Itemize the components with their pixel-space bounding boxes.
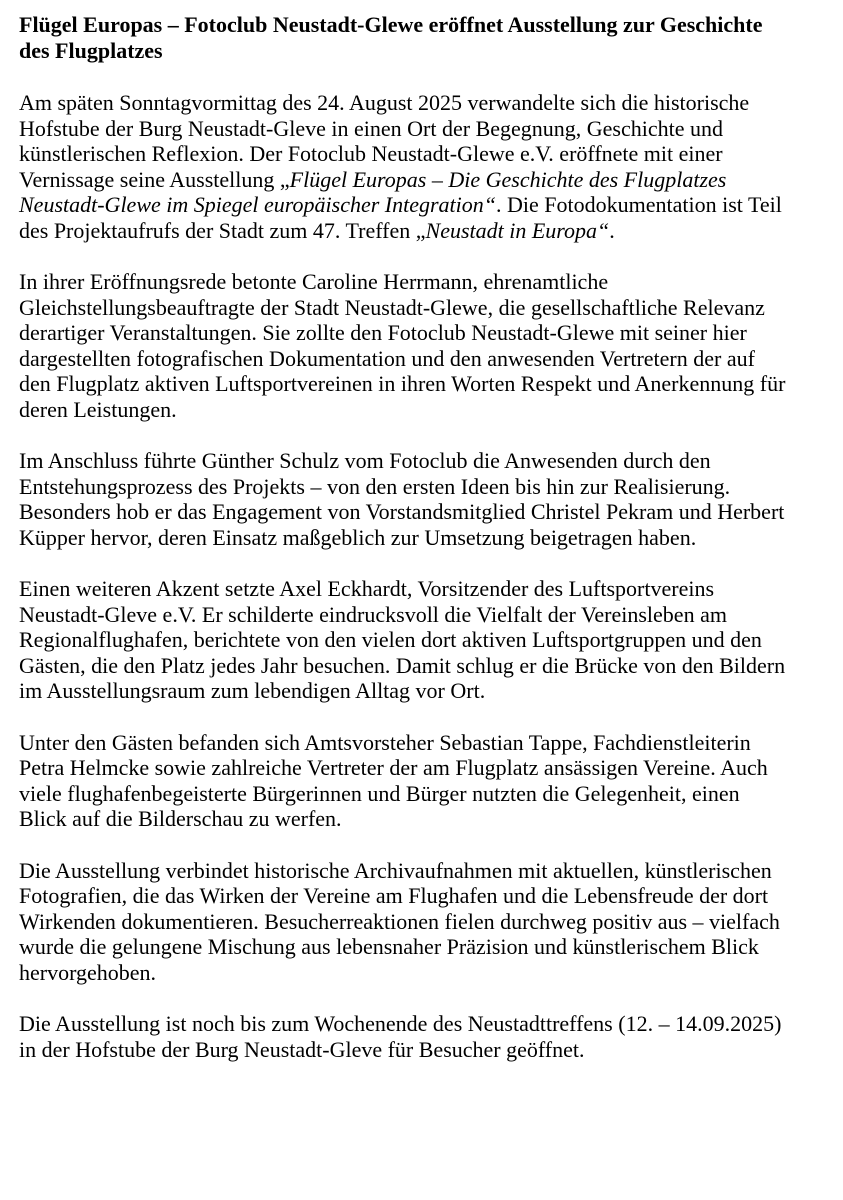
text-run: . bbox=[609, 217, 615, 243]
text-run: Am späten Sonntagvormittag des 24. August 2025 verwandelte sich die historische Hofstube der Burg Neustadt-Gleve in einen Ort der Begegnung, Geschichte und künstlerischen Reflexion. Der Fotoclub Neustadt-Glewe e.V. eröffnete mit einer Vernissage seine Ausstellung „ bbox=[19, 90, 750, 192]
document-title: Flügel Europas – Fotoclub Neustadt-Glewe eröffnet Ausstellung zur Geschichte des Flugplatzes bbox=[19, 12, 763, 63]
text-run: Unter den Gästen befanden sich Amtsvorsteher Sebastian Tappe, Fachdienstleiterin Petra Helmcke sowie zahlreiche Vertreter der am Flugplatz ansässigen Vereine. Auch viele flughafenbegeisterte Bürgerinnen und Bürger nutzten die Gelegenheit, einen Blick auf die Bilderschau zu werfen. bbox=[19, 729, 768, 831]
italic-text-run: Neustadt in Europa“ bbox=[425, 217, 610, 243]
italic-text-run: Flügel Europas – Die Geschichte des Flugplatzes Neustadt-Glewe im Spiegel europäischer Integration“ bbox=[19, 166, 727, 217]
text-run: Die Ausstellung verbindet historische Archivaufnahmen mit aktuellen, künstlerischen Fotografien, die das Wirken der Vereine am Flughafen und die Lebensfreude der dort Wirkenden dokumentieren. Besucherreaktionen fielen durchweg positiv aus – vielfach wurde die gelungene Mischung aus lebensnaher Präzision und künstlerischem Blick hervorgehoben. bbox=[19, 857, 780, 985]
text-run: Im Anschluss führte Günther Schulz vom Fotoclub die Anwesenden durch den Entstehungsprozess des Projekts – von den ersten Ideen bis hin zur Realisierung. Besonders hob er das Engagement von Vorstandsmitglied Christel Pekram und Herbert Küpper hervor, deren Einsatz maßgeblich zur Umsetzung beigetragen haben. bbox=[19, 448, 785, 550]
text-run: Einen weiteren Akzent setzte Axel Eckhardt, Vorsitzender des Luftsportvereins Neustadt-Gleve e.V. Er schilderte eindrucksvoll die Vielfalt der Vereinsleben am Regionalflughafen, berichtete von den vielen dort aktiven Luftsportgruppen und den Gästen, die den Platz jedes Jahr besuchen. Damit schlug er die Brücke von den Bildern im Ausstellungsraum zum lebendigen Alltag vor Ort. bbox=[19, 576, 786, 703]
paragraph bbox=[19, 1011, 786, 1062]
text-run: . Die Fotodokumentation ist Teil des Projektaufrufs der Stadt zum 47. Treffen „ bbox=[19, 192, 782, 243]
text-run: Die Ausstellung ist noch bis zum Wochenende des Neustadttreffens (12. – 14.09.2025) in der Hofstube der Burg Neustadt-Gleve für Besucher geöffnet. bbox=[19, 1011, 782, 1062]
paragraph bbox=[19, 576, 786, 704]
document-body bbox=[19, 90, 786, 1062]
paragraph bbox=[19, 269, 786, 422]
text-run: In ihrer Eröffnungsrede betonte Caroline Herrmann, ehrenamtliche Gleichstellungsbeauftragte der Stadt Neustadt-Glewe, die gesellschaftliche Relevanz derartiger Veranstaltungen. Sie zollte den Fotoclub Neustadt-Glewe mit seiner hier dargestellten fotografischen Dokumentation und den anwesenden Vertretern der auf den Flugplatz aktiven Luftsportvereinen in ihren Worten Respekt und Anerkennung für deren Leistungen. bbox=[19, 269, 786, 422]
paragraph bbox=[19, 858, 786, 986]
paragraph bbox=[19, 730, 786, 832]
paragraph bbox=[19, 90, 786, 243]
paragraph bbox=[19, 448, 786, 550]
